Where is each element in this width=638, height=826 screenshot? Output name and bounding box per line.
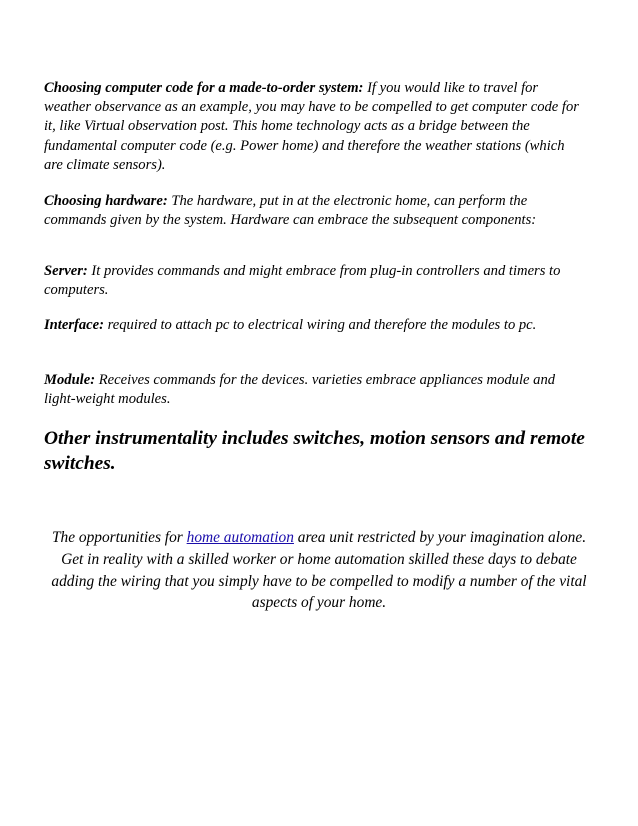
other-instrumentality-heading: Other instrumentality includes switches, motion sensors and remote switches. <box>44 428 585 474</box>
section-server <box>44 262 584 300</box>
section-custom-software <box>44 79 584 175</box>
section-text: It provides commands and might embrace from plug-in controllers and timers to computers. <box>44 263 561 299</box>
section-module <box>44 371 584 409</box>
section-hardware <box>44 192 584 230</box>
section-term: Interface: <box>44 317 104 333</box>
closing-text-after: area unit restricted by your imagination alone. Get in reality with a skilled worker or home automation skilled these days to debate adding the wiring that you simply have to be compelled to modify a number of the vital aspects of your home. <box>51 529 587 612</box>
closing-paragraph <box>40 527 598 614</box>
section-term: Choosing hardware: <box>44 193 168 209</box>
section-term: Module: <box>44 372 96 388</box>
section-interface <box>44 316 584 335</box>
section-term: Choosing computer code for a made-to-order system: <box>44 80 364 96</box>
section-text: If you would like to travel for weather observance as an example, you may have to be compelled to get computer code for it, like Virtual observation post. This home technology acts as a bridge between the fundamental computer code (e.g. Power home) and therefore the weather stations (which are climate sensors). <box>44 80 579 173</box>
section-text: Receives commands for the devices. varieties embrace appliances module and light-weight modules. <box>44 372 556 408</box>
section-term: Server: <box>44 263 88 279</box>
closing-text-before: The opportunities for <box>51 529 187 546</box>
section-text: The hardware, put in at the electronic home, can perform the commands given by the system. Hardware can embrace the subsequent components: <box>44 193 537 229</box>
section-text: required to attach pc to electrical wiring and therefore the modules to pc. <box>103 317 537 333</box>
home-automation-link[interactable]: home automation <box>186 529 294 546</box>
